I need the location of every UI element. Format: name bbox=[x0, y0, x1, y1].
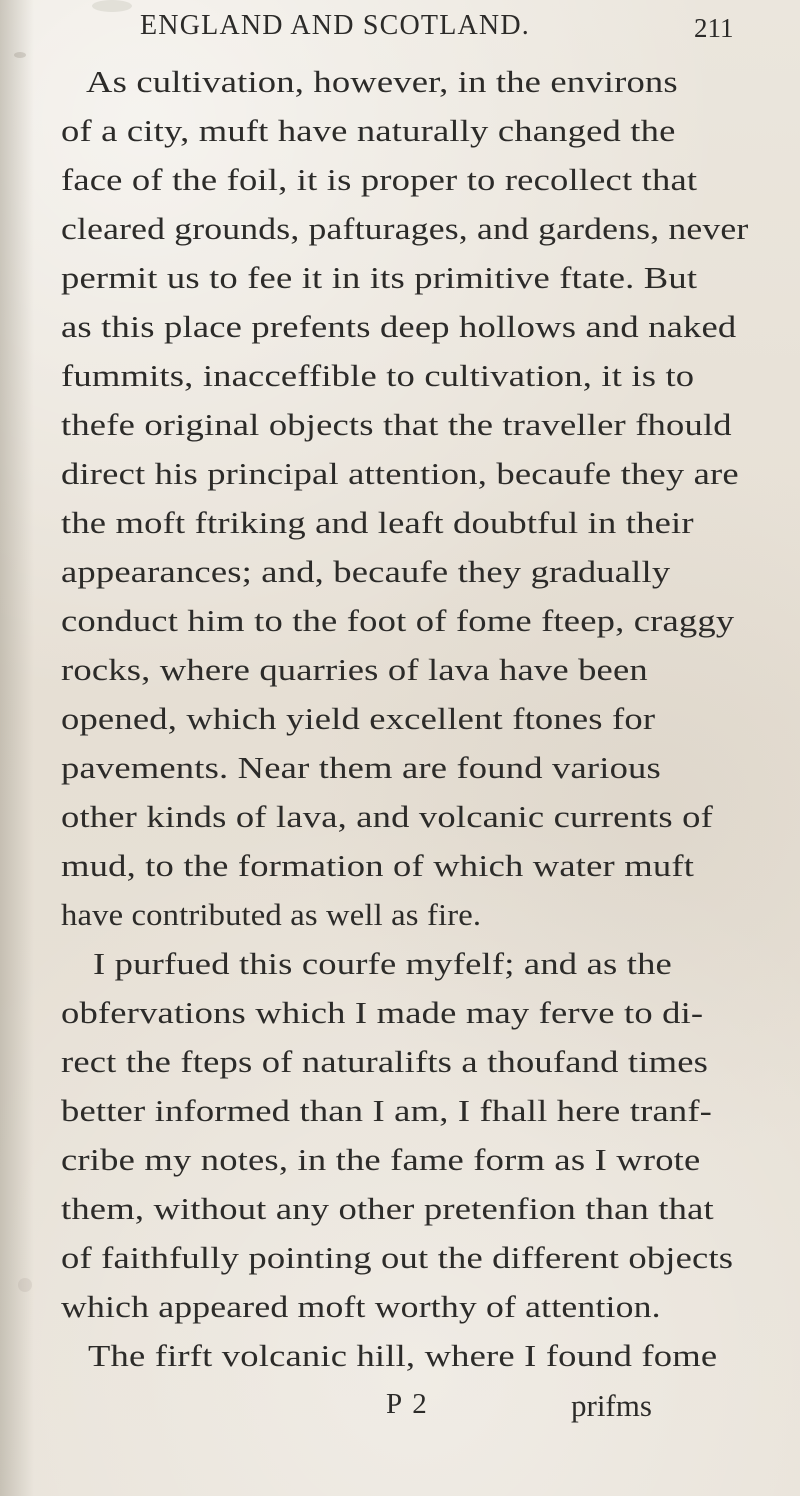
catchword: prifms bbox=[571, 1388, 652, 1423]
signature-mark: P 2 bbox=[386, 1388, 429, 1420]
text-line: appearances; and, becaufe they gradually bbox=[61, 554, 671, 589]
text-line: the moft ftriking and leaft doubtful in their bbox=[61, 505, 694, 540]
text-line: other kinds of lava, and volcanic currents of bbox=[61, 799, 713, 834]
text-line: As cultivation, however, in the environs bbox=[86, 64, 678, 99]
text-line: better informed than I am, I fhall here tranf- bbox=[61, 1093, 713, 1128]
text-line: as this place prefents deep hollows and naked bbox=[61, 309, 737, 344]
page-number: 211 bbox=[694, 13, 734, 43]
text-line: rect the fteps of naturalifts a thoufand times bbox=[61, 1044, 709, 1079]
text-line: opened, which yield excellent ftones for bbox=[61, 701, 656, 736]
text-line: mud, to the formation of which water muft bbox=[61, 848, 695, 883]
text-line: of faithfully pointing out the different objects bbox=[61, 1240, 734, 1275]
text-line: cribe my notes, in the fame form as I wrote bbox=[61, 1142, 701, 1177]
text-line: obfervations which I made may ferve to di- bbox=[61, 995, 704, 1030]
running-head-title: ENGLAND AND SCOTLAND. bbox=[140, 10, 530, 41]
text-line: I purfued this courfe myfelf; and as the bbox=[93, 946, 672, 981]
text-line: them, without any other pretenfion than that bbox=[61, 1191, 714, 1226]
text-line: fummits, inacceffible to cultivation, it is to bbox=[61, 358, 695, 393]
text-line: pavements. Near them are found various bbox=[61, 750, 661, 785]
text-line: rocks, where quarries of lava have been bbox=[61, 652, 648, 687]
text-line: The firft volcanic hill, where I found fome bbox=[88, 1338, 718, 1373]
text-line: face of the foil, it is proper to recollect that bbox=[61, 162, 698, 197]
text-line: thefe original objects that the traveller fhould bbox=[61, 407, 732, 442]
text-line: conduct him to the foot of fome fteep, craggy bbox=[61, 603, 735, 638]
text-line: permit us to fee it in its primitive ftate. But bbox=[61, 260, 698, 295]
text-line: which appeared moft worthy of attention. bbox=[61, 1289, 661, 1324]
text-line: direct his principal attention, becaufe they are bbox=[61, 456, 739, 491]
text-line: have contributed as well as fire. bbox=[61, 897, 482, 932]
text-line: of a city, muft have naturally changed the bbox=[61, 113, 676, 148]
text-line: cleared grounds, pafturages, and gardens, never bbox=[61, 211, 749, 246]
